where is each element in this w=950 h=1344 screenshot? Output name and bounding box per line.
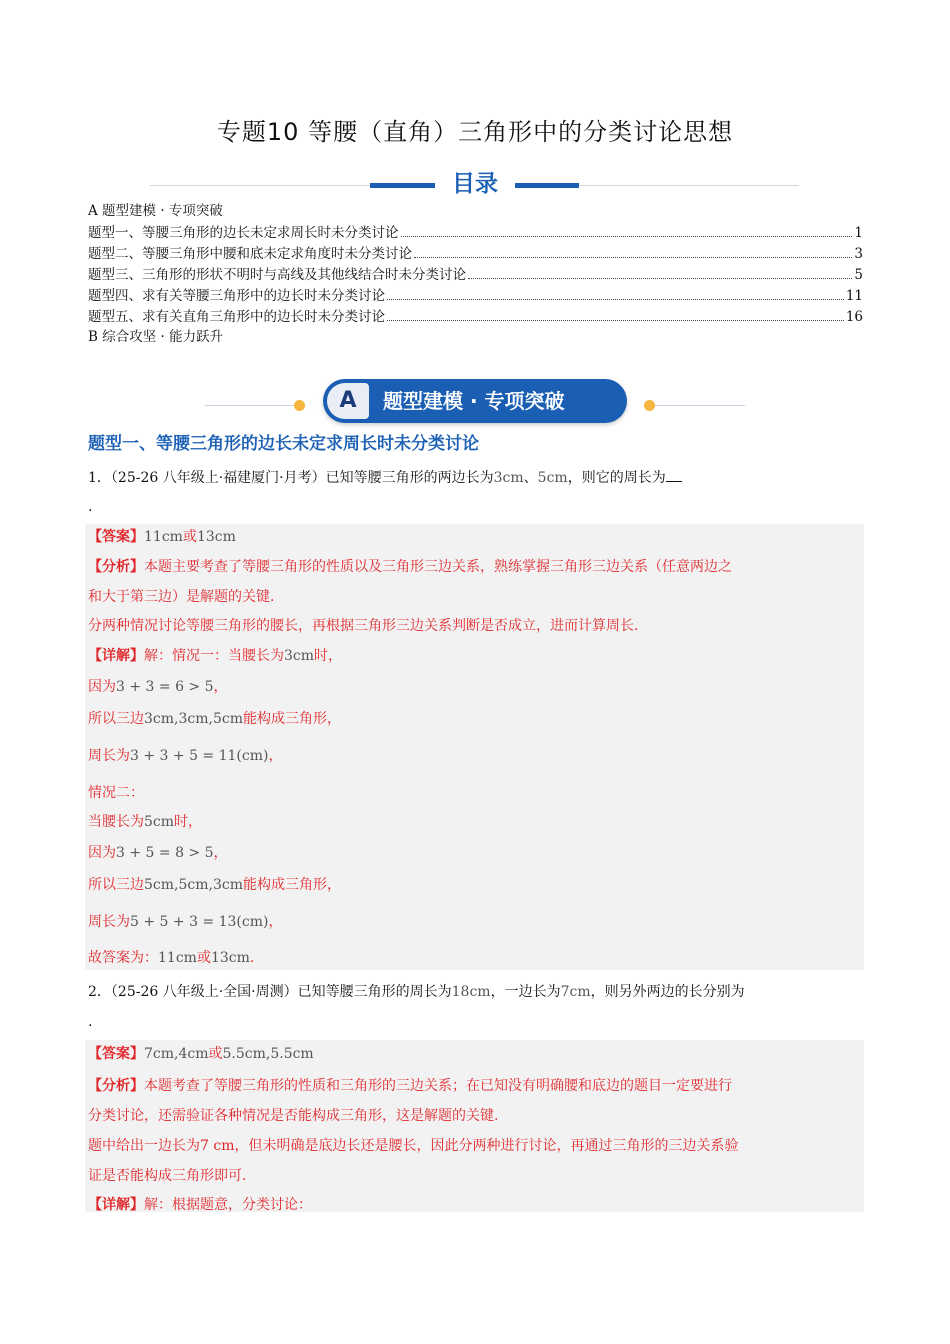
page-title: 专题10 等腰（直角）三角形中的分类讨论思想 xyxy=(216,118,734,146)
toc-divider-left xyxy=(150,185,370,186)
type1-heading: 题型一、等腰三角形的边长未定求周长时未分类讨论 xyxy=(88,434,479,454)
toc-item[interactable]: 题型五、求有关直角三角形中的边长时未分类讨论 16 xyxy=(88,306,863,327)
detail-line: 周长为3 + 3 + 5 = 11(cm)， xyxy=(88,748,283,764)
toc-bar-right xyxy=(515,183,579,188)
answer-blank xyxy=(666,467,682,482)
banner-dot-left xyxy=(294,400,305,411)
banner-pill xyxy=(323,379,627,423)
answer-line: 【答案】7cm,4cm或5.5cm,5.5cm xyxy=(88,1046,314,1062)
answer-box-2 xyxy=(85,1040,864,1212)
question-2: 2．（25-26 八年级上·全国·周测）已知等腰三角形的周长为18cm，一边长为7cm，则另外两边的长分别为 xyxy=(88,984,745,1000)
question-1-tail: . xyxy=(88,499,93,515)
question-1: 1．（25-26 八年级上·福建厦门·月考）已知等腰三角形的两边长为3cm、5cm，则它的周长为 xyxy=(88,467,682,488)
detail-line: 所以三边3cm,3cm,5cm能构成三角形， xyxy=(88,711,341,727)
detail-line: 因为3 + 3 = 6 > 5， xyxy=(88,679,228,695)
toc-item[interactable]: 题型四、求有关等腰三角形中的边长时未分类讨论 11 xyxy=(88,285,863,306)
toc-section-a[interactable]: A 题型建模 · 专项突破 xyxy=(88,203,223,219)
banner-line-right xyxy=(655,405,745,406)
analysis-line: 分两种情况讨论等腰三角形的腰长，再根据三角形三边关系判断是否成立，进而计算周长. xyxy=(88,618,639,634)
detail-line: 因为3 + 5 = 8 > 5， xyxy=(88,845,228,861)
banner-line-left xyxy=(205,405,295,406)
analysis-line: 证是否能构成三角形即可. xyxy=(88,1168,247,1184)
answer-box-1 xyxy=(85,524,864,970)
toc-heading: 目录 xyxy=(452,171,498,197)
detail-line: 情况二： xyxy=(88,785,144,801)
detail-line: 【详解】解：根据题意，分类讨论： xyxy=(88,1197,312,1213)
banner-letter: A xyxy=(327,383,369,419)
analysis-line: 【分析】本题考查了等腰三角形的性质和三角形的三边关系；在已知没有明确腰和底边的题目一定要进行 xyxy=(88,1078,732,1094)
analysis-line: 分类讨论，还需验证各种情况是否能构成三角形，这是解题的关键. xyxy=(88,1108,499,1124)
toc-divider-right xyxy=(579,185,799,186)
detail-line: 【详解】解：情况一：当腰长为3cm时， xyxy=(88,648,343,664)
toc-header xyxy=(0,168,950,202)
toc-item[interactable]: 题型二、等腰三角形中腰和底未定求角度时未分类讨论 3 xyxy=(88,243,863,264)
analysis-line: 题中给出一边长为7 cm，但未明确是底边长还是腰长，因此分两种进行讨论，再通过三角形的三边关系验 xyxy=(88,1138,739,1154)
answer-line: 【答案】11cm或13cm xyxy=(88,529,236,545)
toc-item[interactable]: 题型一、等腰三角形的边长未定求周长时未分类讨论 1 xyxy=(88,222,863,243)
question-2-tail: . xyxy=(88,1014,93,1030)
detail-line: 当腰长为5cm时， xyxy=(88,814,203,830)
section-banner xyxy=(0,376,950,428)
banner-dot-right xyxy=(644,400,655,411)
toc-bar-left xyxy=(370,183,435,188)
detail-line: 故答案为：11cm或13cm. xyxy=(88,950,255,966)
table-of-contents xyxy=(88,201,863,348)
analysis-line: 【分析】本题主要考查了等腰三角形的性质以及三角形三边关系，熟练掌握三角形三边关系（任意两边之 xyxy=(88,559,732,575)
banner-text: 题型建模 · 专项突破 xyxy=(383,389,565,413)
detail-line: 周长为5 + 5 + 3 = 13(cm)， xyxy=(88,914,283,930)
toc-item[interactable]: 题型三、三角形的形状不明时与高线及其他线结合时未分类讨论 5 xyxy=(88,264,863,285)
analysis-line: 和大于第三边）是解题的关键. xyxy=(88,589,275,605)
detail-line: 所以三边5cm,5cm,3cm能构成三角形， xyxy=(88,877,341,893)
toc-section-b[interactable]: B 综合攻坚 · 能力跃升 xyxy=(88,329,224,345)
